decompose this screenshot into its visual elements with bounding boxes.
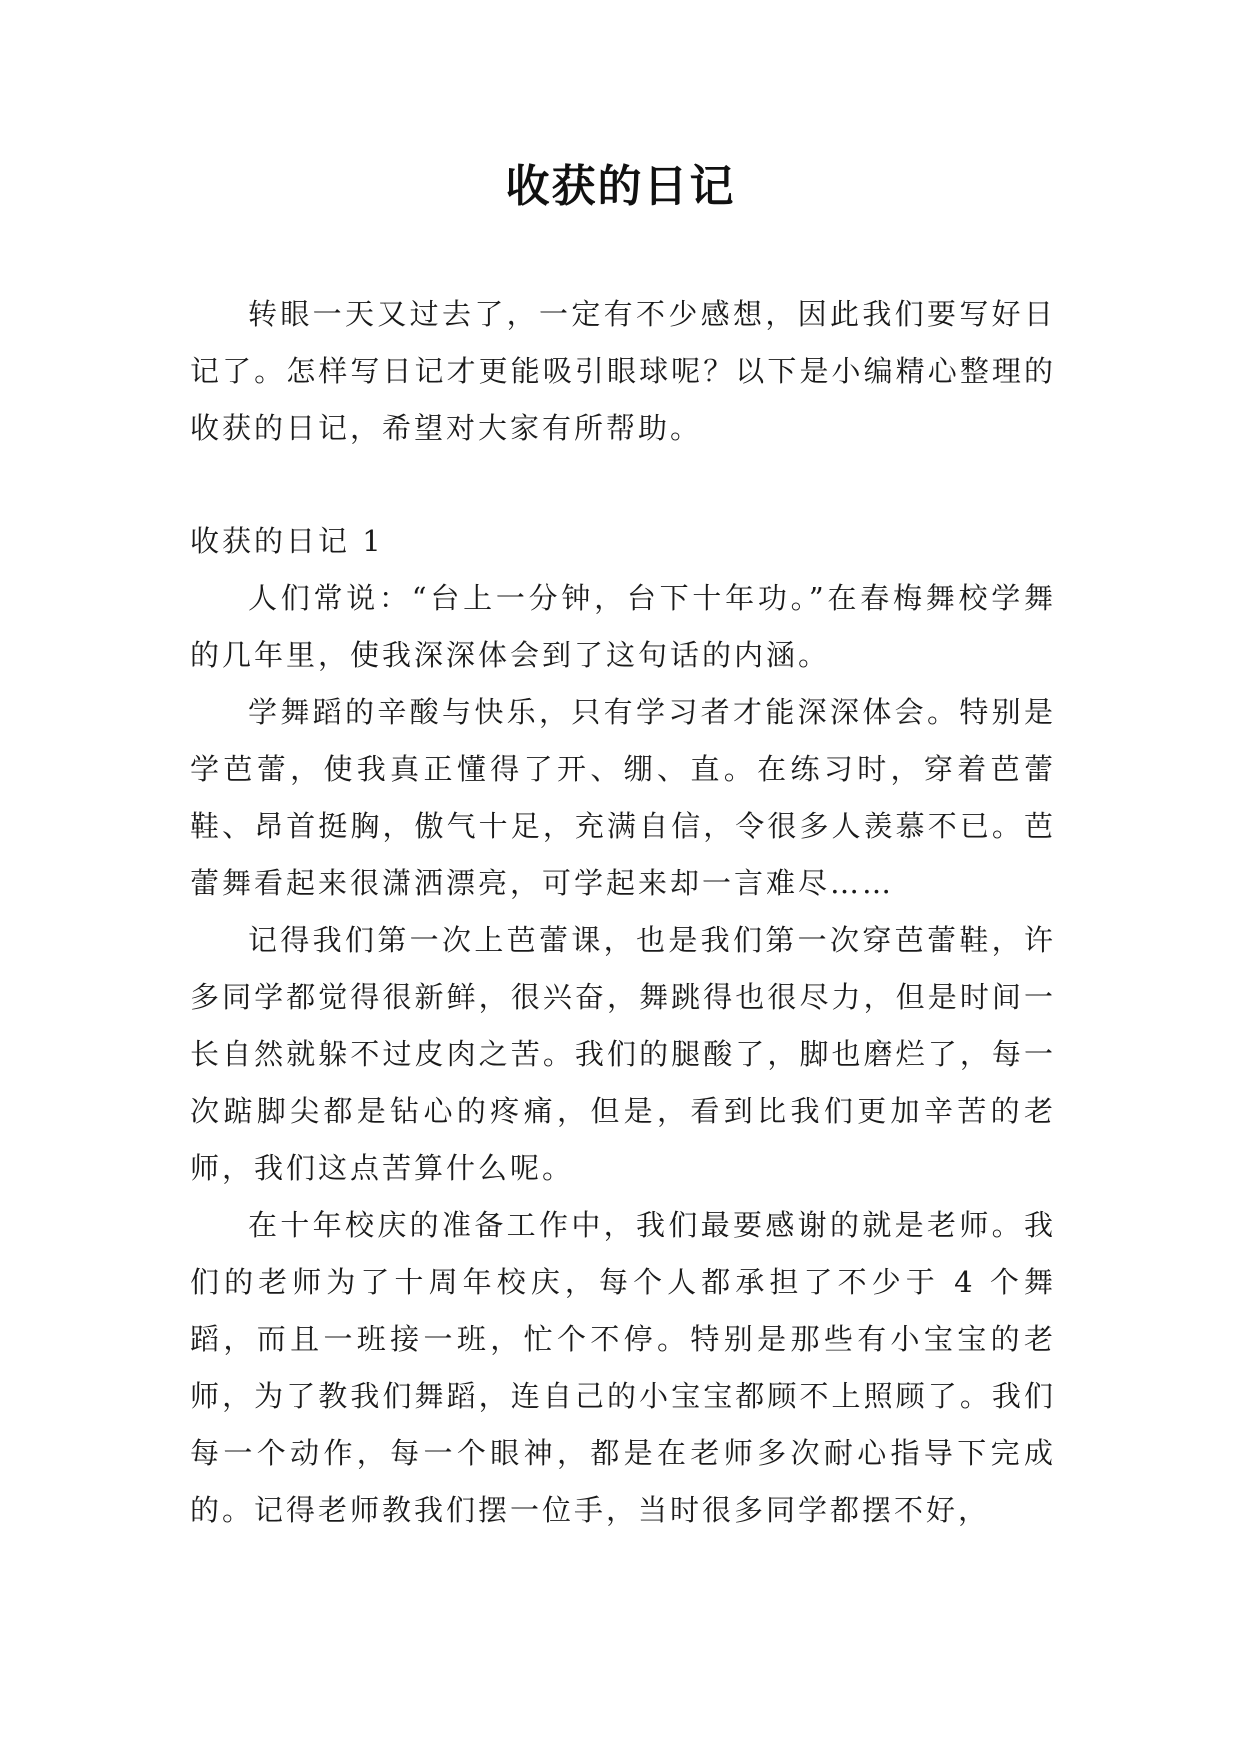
section-heading: 收获的日记 1 <box>190 524 384 558</box>
document-body <box>190 286 1056 1539</box>
section-gap <box>190 457 1056 513</box>
body-paragraph-1: 人们常说：“台上一分钟，台下十年功。”在春梅舞校学舞的几年里，使我深深体会到了这句话的内涵。 <box>190 581 1056 672</box>
document-title: 收获的日记 <box>505 161 736 212</box>
body-paragraph-2: 学舞蹈的辛酸与快乐，只有学习者才能深深体会。特别是学芭蕾，使我真正懂得了开、绷、直。在练习时，穿着芭蕾鞋、昂首挺胸，傲气十足，充满自信，令很多人羡慕不已。芭蕾舞看起来很潇洒漂亮，可学起来却一言难尽…… <box>190 695 1056 900</box>
intro-paragraph: 转眼一天又过去了，一定有不少感想，因此我们要写好日记了。怎样写日记才更能吸引眼球呢？以下是小编精心整理的收获的日记，希望对大家有所帮助。 <box>190 297 1056 445</box>
body-paragraph-4: 在十年校庆的准备工作中，我们最要感谢的就是老师。我们的老师为了十周年校庆，每个人都承担了不少于 4 个舞蹈，而且一班接一班，忙个不停。特别是那些有小宝宝的老师，为了教我们舞蹈，连自己的小宝宝都顾不上照顾了。我们每一个动作，每一个眼神，都是在老师多次耐心指导下完成的。记得老师教我们摆一位手，当时很多同学都摆不好， <box>190 1208 1056 1527</box>
body-paragraph-3: 记得我们第一次上芭蕾课，也是我们第一次穿芭蕾鞋，许多同学都觉得很新鲜，很兴奋，舞跳得也很尽力，但是时间一长自然就躲不过皮肉之苦。我们的腿酸了，脚也磨烂了，每一次踮脚尖都是钻心的疼痛，但是，看到比我们更加辛苦的老师，我们这点苦算什么呢。 <box>190 923 1056 1185</box>
